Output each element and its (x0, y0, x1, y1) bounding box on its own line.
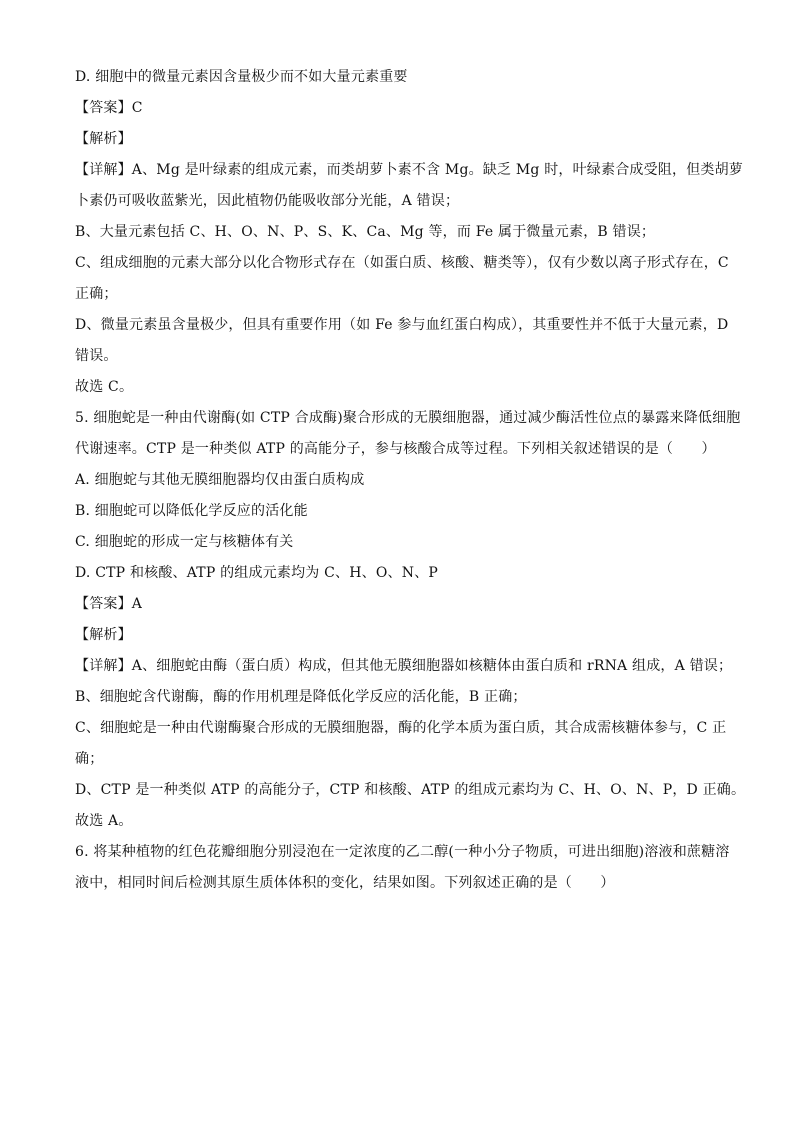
detail-q5-line-3: C、细胞蛇是一种由代谢酶聚合形成的无膜细胞器，酶的化学本质为蛋白质，其合成需核糖体参与，C 正 (75, 720, 727, 736)
option-a-q5: A. 细胞蛇与其他无膜细胞器均仅由蛋白质构成 (75, 472, 365, 488)
detail-q5-line-2: B、细胞蛇含代谢酶，酶的作用机理是降低化学反应的活化能，B 正确； (75, 689, 527, 705)
conclusion-q5: 故选 A。 (75, 813, 133, 829)
answer-label-q4: 【答案】C (75, 100, 143, 116)
question-5-stem-line-1: 5. 细胞蛇是一种由代谢酶(如 CTP 合成酶)聚合形成的无膜细胞器，通过减少酶活性位点的暴露来降低细胞 (75, 410, 741, 426)
analysis-label-q5: 【解析】 (75, 627, 132, 643)
answer-label-q5: 【答案】A (75, 596, 143, 612)
detail-q4-line-4: C、组成细胞的元素大部分以化合物形式存在（如蛋白质、核酸、糖类等），仅有少数以离子形式存在，C (75, 255, 729, 271)
option-d-q4: D. 细胞中的微量元素因含量极少而不如大量元素重要 (75, 69, 408, 85)
question-5-stem-line-2: 代谢速率。CTP 是一种类似 ATP 的高能分子，参与核酸合成等过程。下列相关叙述错误的是（ ） (75, 441, 716, 457)
option-d-q5: D. CTP 和核酸、ATP 的组成元素均为 C、H、O、N、P (75, 565, 439, 581)
option-b-q5: B. 细胞蛇可以降低化学反应的活化能 (75, 503, 308, 519)
question-6-stem-line-2: 液中，相同时间后检测其原生质体体积的变化，结果如图。下列叙述正确的是（ ） (75, 875, 615, 891)
detail-q5-line-5: D、CTP 是一种类似 ATP 的高能分子，CTP 和核酸、ATP 的组成元素均为 C、H、O、N、P，D 正确。 (75, 782, 746, 798)
detail-q4-line-2: 卜素仍可吸收蓝紫光，因此植物仍能吸收部分光能，A 错误； (75, 193, 460, 209)
detail-q4-line-5: 正确； (75, 286, 118, 302)
question-6-stem-line-1: 6. 将某种植物的红色花瓣细胞分别浸泡在一定浓度的乙二醇(一种小分子物质，可进出细胞)溶液和蔗糖溶 (75, 844, 730, 860)
detail-q4-line-3: B、大量元素包括 C、H、O、N、P、S、K、Ca、Mg 等，而 Fe 属于微量元素，B 错误； (75, 224, 656, 240)
detail-q4-line-1: 【详解】A、Mg 是叶绿素的组成元素，而类胡萝卜素不含 Mg。缺乏 Mg 时，叶绿素合成受阻，但类胡萝 (75, 162, 743, 178)
option-c-q5: C. 细胞蛇的形成一定与核糖体有关 (75, 534, 294, 550)
document-page (75, 62, 746, 899)
conclusion-q4: 故选 C。 (75, 379, 134, 395)
analysis-label-q4: 【解析】 (75, 131, 132, 147)
detail-q5-line-1: 【详解】A、细胞蛇由酶（蛋白质）构成，但其他无膜细胞器如核糖体由蛋白质和 rRNA 组成，A 错误； (75, 658, 733, 674)
detail-q4-line-7: 错误。 (75, 348, 118, 364)
detail-q4-line-6: D、微量元素虽含量极少，但具有重要作用（如 Fe 参与血红蛋白构成），其重要性并不低于大量元素，D (75, 317, 729, 333)
detail-q5-line-4: 确； (75, 751, 104, 767)
